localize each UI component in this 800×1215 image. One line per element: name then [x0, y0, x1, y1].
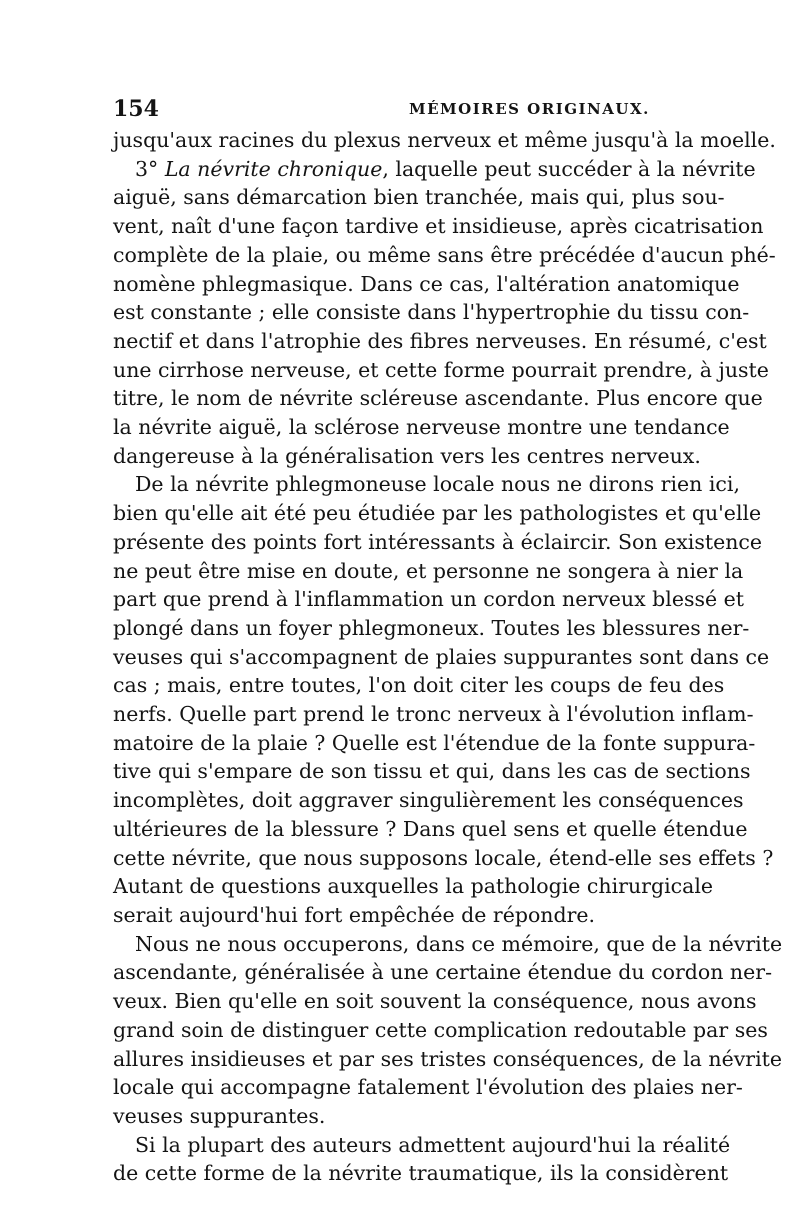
- text-line: est constante ; elle consiste dans l'hypertrophie du tissu con-: [113, 300, 750, 325]
- page-header: [113, 96, 705, 126]
- text-line: grand soin de distinguer cette complication redoutable par ses: [113, 1017, 768, 1042]
- text-line: aiguë, sans démarcation bien tranchée, mais qui, plus sou-: [113, 185, 725, 210]
- text-line: Si la plupart des auteurs admettent aujourd'hui la réalité: [135, 1132, 731, 1157]
- text-line: de cette forme de la névrite traumatique, ils la considèrent: [113, 1161, 729, 1186]
- text-line: Autant de questions auxquelles la pathologie chirurgicale: [113, 874, 714, 899]
- text-line: incomplètes, doit aggraver singulièrement les conséquences: [113, 788, 744, 813]
- text-line: allures insidieuses et par ses tristes conséquences, de la névrite: [113, 1046, 783, 1071]
- text-line: présente des points fort intéressants à éclaircir. Son existence: [113, 529, 763, 554]
- text-line: serait aujourd'hui fort empêchée de répondre.: [113, 902, 596, 927]
- section-number: 3°: [135, 156, 165, 181]
- text-line: locale qui accompagne fatalement l'évolution des plaies ner-: [113, 1075, 743, 1100]
- running-title: MÉMOIRES ORIGINAUX.: [409, 100, 650, 118]
- text-line: nerfs. Quelle part prend le tronc nerveux à l'évolution inflam-: [113, 702, 754, 727]
- text-line: veux. Bien qu'elle en soit souvent la conséquence, nous avons: [113, 989, 757, 1014]
- section-line-rest: , laquelle peut succéder à la névrite: [382, 156, 756, 181]
- text-line: plongé dans un foyer phlegmoneux. Toutes les blessures ner-: [113, 615, 750, 640]
- text-line: bien qu'elle ait été peu étudiée par les pathologistes et qu'elle: [113, 501, 762, 526]
- text-line: nomène phlegmasique. Dans ce cas, l'altération anatomique: [113, 271, 740, 296]
- text-line: titre, le nom de névrite scléreuse ascendante. Plus encore que: [113, 386, 763, 411]
- text-line: une cirrhose nerveuse, et cette forme pourrait prendre, à juste: [113, 357, 769, 382]
- body-text: [113, 126, 783, 1188]
- page-number: 154: [113, 96, 159, 122]
- text-line: cette névrite, que nous supposons locale, étend-elle ses effets ?: [113, 845, 774, 870]
- text-line: veuses qui s'accompagnent de plaies suppurantes sont dans ce: [113, 644, 770, 669]
- text-line: jusqu'aux racines du plexus nerveux et même jusqu'à la moelle.: [113, 128, 776, 152]
- text-line: part que prend à l'inflammation un cordon nerveux blessé et: [113, 587, 745, 612]
- text-line: la névrite aiguë, la sclérose nerveuse montre une tendance: [113, 415, 730, 440]
- text-line: ne peut être mise en doute, et personne ne songera à nier la: [113, 558, 744, 583]
- section-title: La névrite chronique: [164, 156, 383, 181]
- text-line: ultérieures de la blessure ? Dans quel sens et quelle étendue: [113, 816, 748, 841]
- text-line: cas ; mais, entre toutes, l'on doit citer les coups de feu des: [113, 673, 725, 698]
- text-line: tive qui s'empare de son tissu et qui, dans les cas de sections: [113, 759, 751, 784]
- text-line: matoire de la plaie ? Quelle est l'étendue de la fonte suppura-: [113, 730, 756, 755]
- text-line: vent, naît d'une façon tardive et insidieuse, après cicatrisation: [113, 214, 764, 239]
- text-line: nectif et dans l'atrophie des fibres nerveuses. En résumé, c'est: [113, 328, 767, 353]
- text-line: dangereuse à la généralisation vers les centres nerveux.: [113, 443, 701, 468]
- text-line: complète de la plaie, ou même sans être précédée d'aucun phé-: [113, 242, 776, 267]
- text-line: De la névrite phlegmoneuse locale nous ne dirons rien ici,: [135, 472, 740, 497]
- text-line-section-3: [113, 155, 756, 184]
- text-line: veuses suppurantes.: [113, 1103, 326, 1128]
- text-line: ascendante, généralisée à une certaine étendue du cordon ner-: [113, 960, 772, 985]
- text-line: Nous ne nous occuperons, dans ce mémoire, que de la névrite: [135, 931, 783, 956]
